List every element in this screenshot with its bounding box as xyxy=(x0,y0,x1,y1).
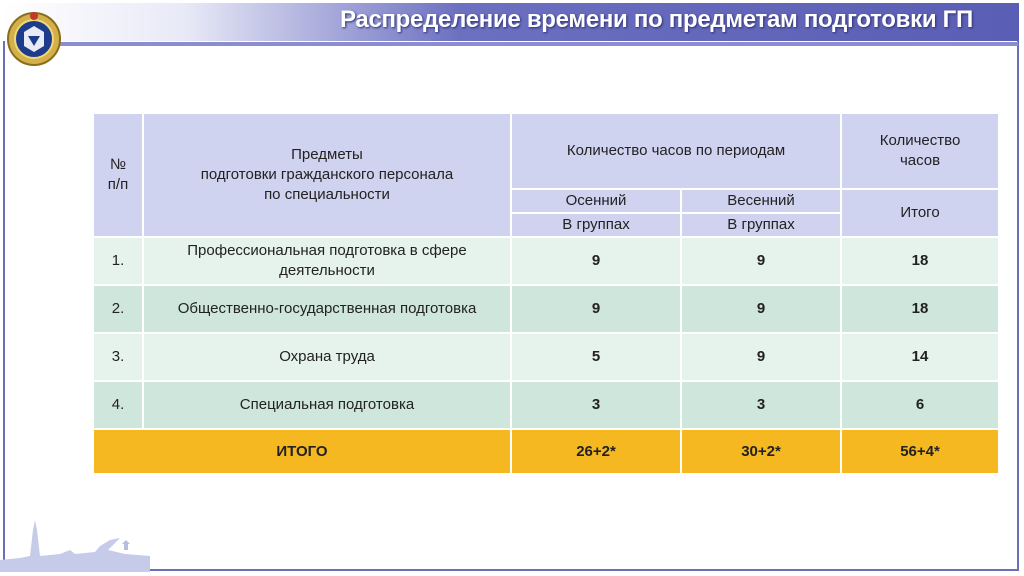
table-row xyxy=(93,285,999,333)
row-subject: Общественно-государственная подготовка xyxy=(143,285,511,333)
row-autumn: 9 xyxy=(511,285,681,333)
row-num: 2. xyxy=(93,285,143,333)
row-spring: 9 xyxy=(681,237,841,285)
header-total: Итого xyxy=(841,189,999,237)
row-autumn: 3 xyxy=(511,381,681,429)
header-spring: Весенний xyxy=(681,189,841,213)
row-num: 4. xyxy=(93,381,143,429)
table-row xyxy=(93,333,999,381)
table-row xyxy=(93,237,999,285)
row-total: 18 xyxy=(841,285,999,333)
header-subject: Предметы подготовки гражданского персонала по специальности xyxy=(143,113,511,237)
row-subject: Специальная подготовка xyxy=(143,381,511,429)
summary-autumn: 26+2* xyxy=(511,429,681,474)
row-spring: 3 xyxy=(681,381,841,429)
table-row xyxy=(93,381,999,429)
row-total: 18 xyxy=(841,237,999,285)
row-total: 14 xyxy=(841,333,999,381)
row-subject: Охрана труда xyxy=(143,333,511,381)
summary-row xyxy=(93,429,999,474)
summary-label: ИТОГО xyxy=(93,429,511,474)
row-total: 6 xyxy=(841,381,999,429)
summary-total: 56+4* xyxy=(841,429,999,474)
row-num: 3. xyxy=(93,333,143,381)
summary-spring: 30+2* xyxy=(681,429,841,474)
row-spring: 9 xyxy=(681,333,841,381)
row-num: 1. xyxy=(93,237,143,285)
page-title: Распределение времени по предметам подготовки ГП xyxy=(340,6,973,33)
row-autumn: 5 xyxy=(511,333,681,381)
hours-table xyxy=(92,112,1000,475)
emblem-logo xyxy=(6,8,62,70)
header-hours: Количество часов xyxy=(841,113,999,189)
row-subject: Профессиональная подготовка в сфере деятельности xyxy=(143,237,511,285)
title-underline xyxy=(60,42,1018,46)
header-groups-spring: В группах xyxy=(681,213,841,237)
row-autumn: 9 xyxy=(511,237,681,285)
row-spring: 9 xyxy=(681,285,841,333)
header-groups-autumn: В группах xyxy=(511,213,681,237)
header-num: № п/п xyxy=(93,113,143,237)
header-periods: Количество часов по периодам xyxy=(511,113,841,189)
header-autumn: Осенний xyxy=(511,189,681,213)
city-skyline-decoration xyxy=(0,510,150,572)
